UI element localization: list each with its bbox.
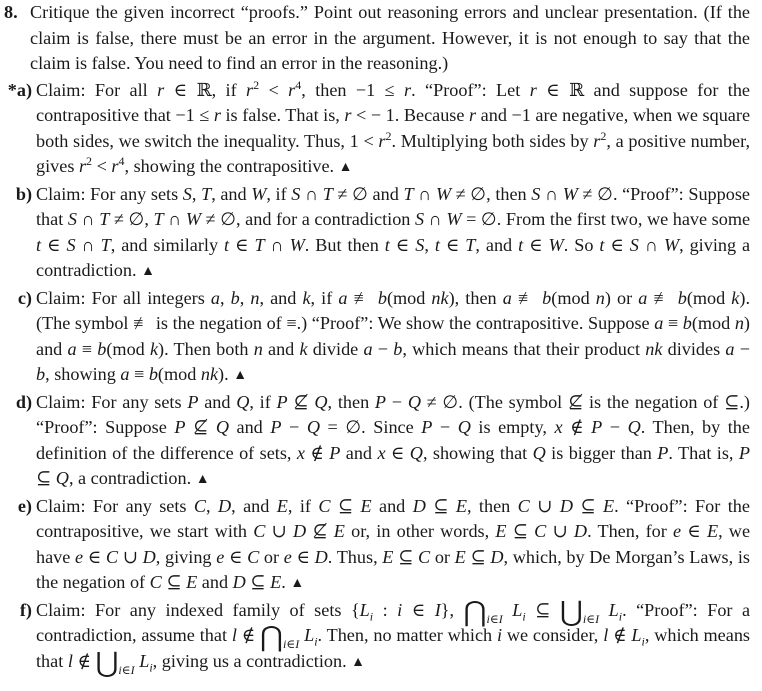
end-of-proof-mark: ▲ [338,160,353,175]
part-label-d: d) [15,391,32,412]
end-of-proof-mark: ▲ [195,472,210,487]
part-d [0,390,750,493]
part-d-text: Claim: For any sets P and Q, if P ⊈ Q, then P − Q ≠ ∅. (The symbol ⊈ is the negation of ⊆.) “Proof”: Suppose P ⊈ Q and P − Q = ∅. Since P − Q is empty, x ∉ P − Q. Then, by the definition of the difference of sets, x ∉ P and x ∈ Q, showing that Q is bigger than P. That is, P ⊆ Q, a contradiction. ▲ [36,391,750,488]
part-f [0,596,751,679]
part-c-text: Claim: For all integers a, b, n, and k, if a ≢ b(mod nk), then a ≢ b(mod n) or a ≢ b(mod k). (The symbol ≢ is the negation of ≡.) “Proof”: We show the contrapositive. Suppose a ≡ b(mod n) and a ≡ b(mod k). Then both n and k divide a − b, which means that their product nk divides a − b, showing a ≡ b(mod nk). ▲ [36,287,750,384]
end-of-proof-mark: ▲ [233,368,248,383]
part-b-text: Claim: For any sets S, T, and W, if S ∩ T ≠ ∅ and T ∩ W ≠ ∅, then S ∩ W ≠ ∅. “Proof”: Suppose that S ∩ T ≠ ∅, T ∩ W ≠ ∅, and for a contradiction S ∩ W = ∅. From the first two, we have some t ∈ S ∩ T, and similarly t ∈ T ∩ W. But then t ∈ S, t ∈ T, and t ∈ W. So t ∈ S ∩ W, giving a contradiction. ▲ [36,183,751,280]
exercise-8 [0,0,750,77]
part-e [0,494,750,597]
problem-number: 8. [4,2,18,22]
part-f-text: Claim: For any indexed family of sets {$L_i$ : i ∈ I}, $⋂_{i\in I}$ $L_i$ ⊆ $⋃_{i\in I}$ $L_i$. “Proof”: For a contradiction, assume that l ∉ $⋂_{i\in I}$ $L_i$. Then, no matter which i we consider, l ∉ $L_i$, which means that l ∉ $⋃_{i\in I}$ $L_i$, giving us a contradiction. ▲ [36,596,751,679]
problem-intro: Critique the given incorrect “proofs.” Point out reasoning errors and unclear presentation. (If the claim is false, there must be an error in the argument. However, it is not enough to say that the claim is false. You need to find an error in the reasoning.) [30,2,750,73]
end-of-proof-mark: ▲ [351,654,366,670]
part-label-e: e) [17,495,32,516]
part-label-b: b) [15,183,32,204]
part-e-text: Claim: For any sets C, D, and E, if C ⊆ E and D ⊆ E, then C ∪ D ⊆ E. “Proof”: For the contrapositive, we start with C ∪ D ⊈ E or, in other words, E ⊆ C ∪ D. Then, for e ∈ E, we have e ∈ C ∪ D, giving e ∈ C or e ∈ D. Thus, E ⊆ C or E ⊆ D, which, by De Morgan’s Laws, is the negation of C ⊆ E and D ⊆ E. ▲ [36,495,751,592]
part-a-text: Claim: For all r ∈ ℝ, if $r^2 < r^4$, then −1 ≤ r. “Proof”: Let r ∈ ℝ and suppose for the contrapositive that −1 ≤ r is false. That is, r < − 1. Because r and −1 are negative, when we square both sides, we switch the inequality. Thus, $1 < r^2$. Multiplying both sides by $r^2$, a positive number, gives $r^2 < r^4$, showing the contrapositive. ▲ [36,77,751,176]
part-label-c: c) [17,287,32,308]
part-a [0,78,750,181]
part-b [0,182,750,285]
part-label-f: f) [19,599,32,620]
end-of-proof-mark: ▲ [141,264,155,279]
part-label-a: *a) [7,79,32,100]
end-of-proof-mark: ▲ [290,576,305,591]
part-c [0,286,750,389]
